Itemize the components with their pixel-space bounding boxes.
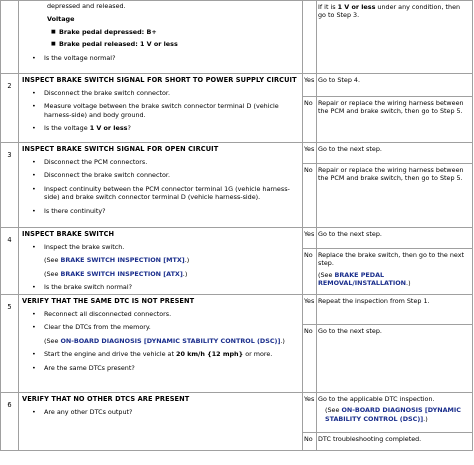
- result-cell: [317, 1, 473, 74]
- yes-result: Go to the next step.: [317, 228, 473, 249]
- on-board-diagnosis-dsc-link[interactable]: ON-BOARD DIAGNOSIS [DYNAMIC STABILITY CONTROL (DSC)]: [325, 406, 461, 423]
- result-text: under any condition, then go to Step 3.: [318, 3, 461, 20]
- yes-result-cell: [317, 393, 473, 433]
- brake-switch-inspection-atx-link[interactable]: BRAKE SWITCH INSPECTION [ATX]: [60, 269, 183, 278]
- no-label: No: [303, 433, 317, 451]
- continuation-text: depressed and released.: [47, 2, 126, 10]
- reference-line: [318, 406, 470, 423]
- step-title: INSPECT BRAKE SWITCH: [22, 230, 115, 238]
- action-item: • Disconnect the PCM connectors.: [22, 158, 302, 166]
- no-result-cell: [317, 249, 473, 295]
- no-result: Go to the next step.: [317, 325, 473, 393]
- yes-label: Yes: [303, 143, 317, 164]
- step-number: 3: [1, 143, 19, 228]
- step-number: 6: [1, 393, 19, 451]
- no-label: No: [303, 97, 317, 143]
- action-item: • Inspect the brake switch.: [22, 243, 302, 251]
- step-number: 5: [1, 295, 19, 393]
- brake-pedal-removal-installation-link[interactable]: BRAKE PEDAL REMOVAL/INSTALLATION: [318, 270, 407, 288]
- on-board-diagnosis-dsc-link[interactable]: ON-BOARD DIAGNOSIS [DYNAMIC STABILITY CONTROL (DSC)]: [60, 336, 281, 345]
- reference-line: [22, 337, 302, 345]
- question-text: • Is the brake switch normal?: [22, 283, 302, 291]
- no-result: DTC troubleshooting completed.: [317, 433, 473, 451]
- action-item: • Reconnect all disconnected connectors.: [22, 310, 302, 318]
- action-list: [19, 89, 302, 133]
- action-cell: [19, 74, 303, 143]
- step-6-yes-row: [1, 393, 473, 433]
- step-4-yes-row: [1, 228, 473, 249]
- see-text: .): [406, 279, 411, 288]
- result-bold: 1 V or less: [337, 3, 376, 11]
- reference-line: [22, 270, 302, 278]
- result-text: If it is: [318, 3, 338, 11]
- voltage-spec-list: [19, 28, 302, 49]
- voltage-spec-item: ■ Brake pedal released: 1 V or less: [19, 40, 302, 48]
- yes-result: Go to Step 4.: [317, 74, 473, 97]
- voltage-label: Voltage: [47, 15, 75, 24]
- question-pre: Is the voltage: [44, 124, 90, 133]
- yes-result: Repeat the inspection from Step 1.: [317, 295, 473, 325]
- step-number: 4: [1, 228, 19, 295]
- action-list: [19, 158, 302, 215]
- no-result: Replace the brake switch, then go to the next step.: [318, 251, 465, 268]
- question-text: • Is there continuity?: [22, 207, 302, 215]
- action-cell: [19, 143, 303, 228]
- speed-bold: 20 km/h {12 mph}: [176, 350, 244, 359]
- action-list: [19, 243, 302, 292]
- question-text: • Are any other DTCs output?: [22, 408, 302, 416]
- action-item: • Disconnect the brake switch connector.: [22, 171, 302, 179]
- see-text: .): [423, 414, 428, 423]
- action-cell: [19, 295, 303, 393]
- see-text: (See: [325, 406, 342, 415]
- step-title: INSPECT BRAKE SWITCH SIGNAL FOR SHORT TO POWER SUPPLY CIRCUIT: [22, 76, 297, 84]
- yes-label: Yes: [303, 228, 317, 249]
- yes-label: Yes: [303, 74, 317, 97]
- action-cell: [19, 393, 303, 451]
- step-title: VERIFY THAT NO OTHER DTCS ARE PRESENT: [22, 395, 190, 403]
- see-text: .): [280, 336, 285, 345]
- see-text: (See: [44, 256, 61, 265]
- action-item: • Inspect continuity between the PCM connector terminal 1G (vehicle harness-side) and brake switch connector terminal D (vehicle harness-side).: [22, 185, 302, 202]
- question-text: • Is the voltage normal?: [22, 54, 302, 62]
- see-text: .): [182, 269, 188, 278]
- no-label: No: [303, 249, 317, 295]
- step-title: VERIFY THAT THE SAME DTC IS NOT PRESENT: [22, 297, 195, 305]
- reference-line: [318, 271, 470, 288]
- step-number-cell: [1, 1, 19, 74]
- action-item: [22, 350, 302, 358]
- yes-label: Yes: [303, 393, 317, 433]
- see-text: (See: [318, 270, 335, 279]
- step-5-yes-row: [1, 295, 473, 325]
- no-result: Repair or replace the wiring harness between the PCM and brake switch, then go to Step 5.: [317, 97, 473, 143]
- step-title: INSPECT BRAKE SWITCH SIGNAL FOR OPEN CIRCUIT: [22, 145, 219, 153]
- action-cell: [19, 1, 303, 74]
- step-number: 2: [1, 74, 19, 143]
- action-item: • Measure voltage between the brake switch connector terminal D (vehicle harness-side) and body ground.: [22, 102, 302, 119]
- no-result: Repair or replace the wiring harness between the PCM and brake switch, then go to Step 5.: [317, 164, 473, 228]
- yes-label: Yes: [303, 295, 317, 325]
- question-post: ?: [127, 124, 131, 133]
- action-list: [19, 408, 302, 416]
- action-cell: [19, 228, 303, 295]
- yes-result: Go to the next step.: [317, 143, 473, 164]
- voltage-spec-item: ■ Brake pedal depressed: B+: [19, 28, 302, 36]
- no-label: No: [303, 164, 317, 228]
- question-text: [22, 124, 302, 132]
- see-text: (See: [44, 269, 61, 278]
- no-label: No: [303, 325, 317, 393]
- yes-no-cell: [303, 1, 317, 74]
- question-bold: 1 V or less: [89, 124, 128, 133]
- action-text: Start the engine and drive the vehicle at: [44, 350, 177, 359]
- step-2-yes-row: [1, 74, 473, 97]
- see-text: .): [184, 256, 190, 265]
- reference-line: [22, 256, 302, 264]
- action-text: or more.: [243, 350, 273, 359]
- action-item: • Clear the DTCs from the memory.: [22, 323, 302, 331]
- yes-result: Go to the applicable DTC inspection.: [318, 395, 435, 403]
- action-item: • Disconnect the brake switch connector.: [22, 89, 302, 97]
- see-text: (See: [44, 336, 61, 345]
- action-list: [19, 310, 302, 372]
- question-list: [19, 54, 302, 62]
- step-1-continuation-row: [1, 1, 473, 74]
- question-text: • Are the same DTCs present?: [22, 364, 302, 372]
- brake-switch-inspection-mtx-link[interactable]: BRAKE SWITCH INSPECTION [MTX]: [60, 256, 185, 265]
- step-3-yes-row: [1, 143, 473, 164]
